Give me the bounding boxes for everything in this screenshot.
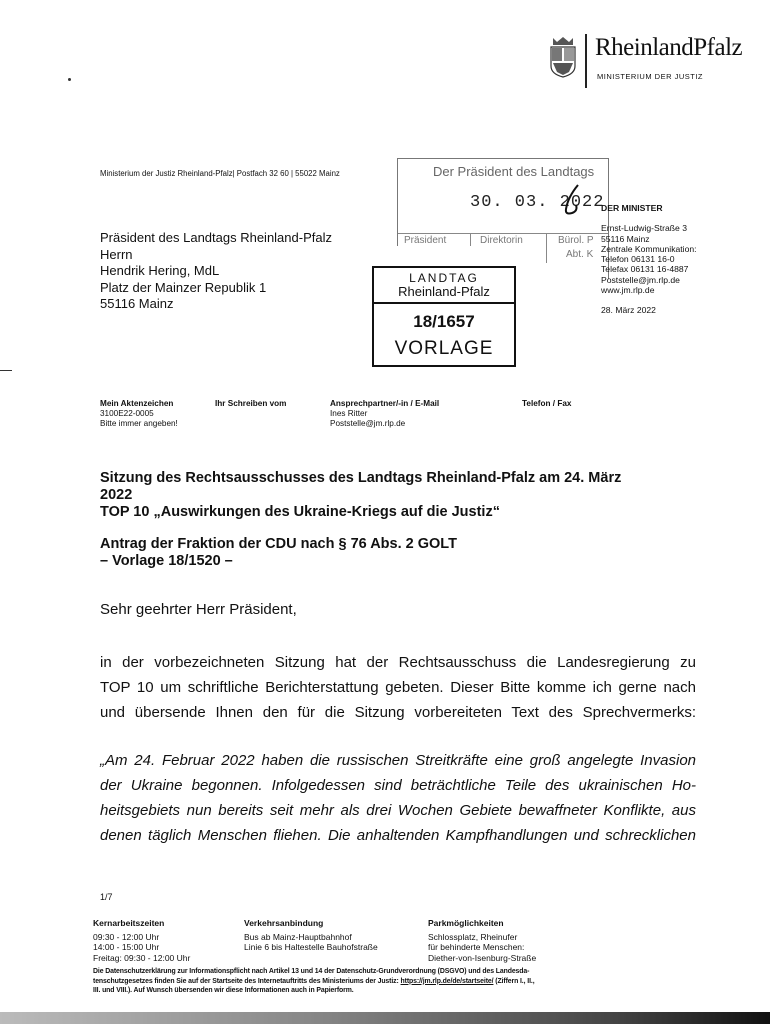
privacy-link[interactable]: https://jm.rlp.de/de/startseite/ [400,977,494,985]
contact-web: www.jm.rlp.de [601,285,655,296]
subject-line: TOP 10 „Auswirkungen des Ukraine-Kriegs auf die Justiz“ [100,504,500,520]
ref-telefon: Telefon / Fax [522,399,572,408]
logo-name: RheinlandPfalz [595,34,743,61]
contact-email: Poststelle@jm.rlp.de [601,274,680,285]
ref-ansprechpartner: Ansprechpartner/-in / E-Mail Ines Ritter Poststelle@jm.rlp.de [330,399,440,428]
recipient-address [100,230,332,313]
recipient-line: Präsident des Landtags Rheinland-Pfalz [100,230,332,245]
contact-title: DER MINISTER [601,203,663,213]
fold-mark [0,370,12,371]
ministry-name: MINISTERIUM DER JUSTIZ [597,72,703,81]
contact-telefon: Telefon 06131 16-0 [601,254,675,265]
vorlage-label: VORLAGE [394,338,494,359]
vorlage-state: Rheinland-Pfalz [398,284,490,299]
letter-date: 28. März 2022 [601,305,656,316]
vorlage-landtag: LANDTAG [409,271,479,285]
contact-block [601,203,697,316]
footer-kernarbeitszeiten: Kernarbeitszeiten 09:30 - 12:00 Uhr 14:00 - 15:00 Uhr Freitag: 09:30 - 12:00 Uhr [93,918,191,963]
footer-parkmoeglichkeiten: Parkmöglichkeiten Schlossplatz, Rheinufer für behinderte Menschen: Diether-von-Isenburg-Straße [428,918,537,963]
stamp-cell-buero: Bürol. P [558,235,594,246]
logo [545,34,745,90]
vorlage-stamp [372,266,516,367]
motion-line: Antrag der Fraktion der CDU nach § 76 Abs. 2 GOLT [100,536,457,552]
motion-block [100,536,457,570]
stamp-date: 30. 03. 2022 [470,193,605,212]
stamp-cell-direktorin: Direktorin [480,235,523,246]
logo-divider [585,34,587,88]
coat-of-arms-icon [549,36,577,78]
scan-edge [0,1012,770,1024]
motion-line: – Vorlage 18/1520 – [100,553,233,569]
contact-city: 55116 Mainz [601,233,650,244]
subject-block [100,470,621,521]
recipient-line: Platz der Mainzer Republik 1 [100,279,267,295]
sender-line: Ministerium der Justiz Rheinland-Pfalz| Postfach 32 60 | 55022 Mainz [100,169,340,178]
margin-mark [68,78,71,81]
contact-street: Ernst-Ludwig-Straße 3 [601,223,687,234]
recipient-line: Hendrik Hering, MdL [100,263,220,278]
subject-line: 2022 [100,487,133,503]
stamp-title: Der Präsident des Landtags [433,164,595,179]
page-number: 1/7 [100,892,113,902]
quote-paragraph: „Am 24. Februar 2022 haben die russischen Streitkräfte eine groß angelegte Invasion der Ukraine begonnen. Infolgedessen sind beträchtliche Teile des ukrainischen Ho- heitsgebiets nun bereits seit mehr als drei Wochen Gebiete bewaffneter Konflikte, aus denen täglich Menschen fliehen. Die anhaltenden Kampfhandlungen und schrecklichen [100,752,696,844]
stamp-cell-praesident: Präsident [404,235,447,246]
signature-mark [558,183,586,217]
ref-schreiben: Ihr Schreiben vom [215,399,287,408]
footer-verkehrsanbindung: Verkehrsanbindung Bus ab Mainz-Hauptbahnhof Linie 6 bis Haltestelle Bauhofstraße [244,918,378,952]
subject-line: Sitzung des Rechtsausschusses des Landtags Rheinland-Pfalz am 24. März [100,470,622,486]
recipient-line: Herrn [100,246,133,262]
ref-aktenzeichen: Mein Aktenzeichen 3100E22-0005 Bitte immer angeben! [100,399,178,428]
footer-privacy: Die Datenschutzerklärung zur Informationspflicht nach Artikel 13 und 14 der Datenschutz-Grundverordnung (DSGVO) und des Landesda- tenschutzgesetzes finden Sie auf der Startseite des Internetauftritts des Ministeriums der Justiz: https://jm.rlp.de/de/startseite/ (Ziffern I., II., III. und VIII.). Auf Wunsch übersenden wir diese Informationen auch in Papierform. [93,968,535,994]
vorlage-number: 18/1657 [413,312,475,331]
body-paragraph: in der vorbezeichneten Sitzung hat der Rechtsausschuss die Landesregierung zu TOP 10 um schriftliche Berichterstattung gebeten. Dieser Bitte komme ich gerne nach und übersende Ihnen den für die Sitzung vorbereiteten Text des Sprechvermerks: [100,654,696,721]
contact-zentrale: Zentrale Kommunikation: [601,243,697,254]
salutation: Sehr geehrter Herr Präsident, [100,601,297,618]
contact-telefax: Telefax 06131 16-4887 [601,264,689,275]
recipient-line: 55116 Mainz [100,296,174,311]
stamp-cell-abt: Abt. K [566,249,594,260]
